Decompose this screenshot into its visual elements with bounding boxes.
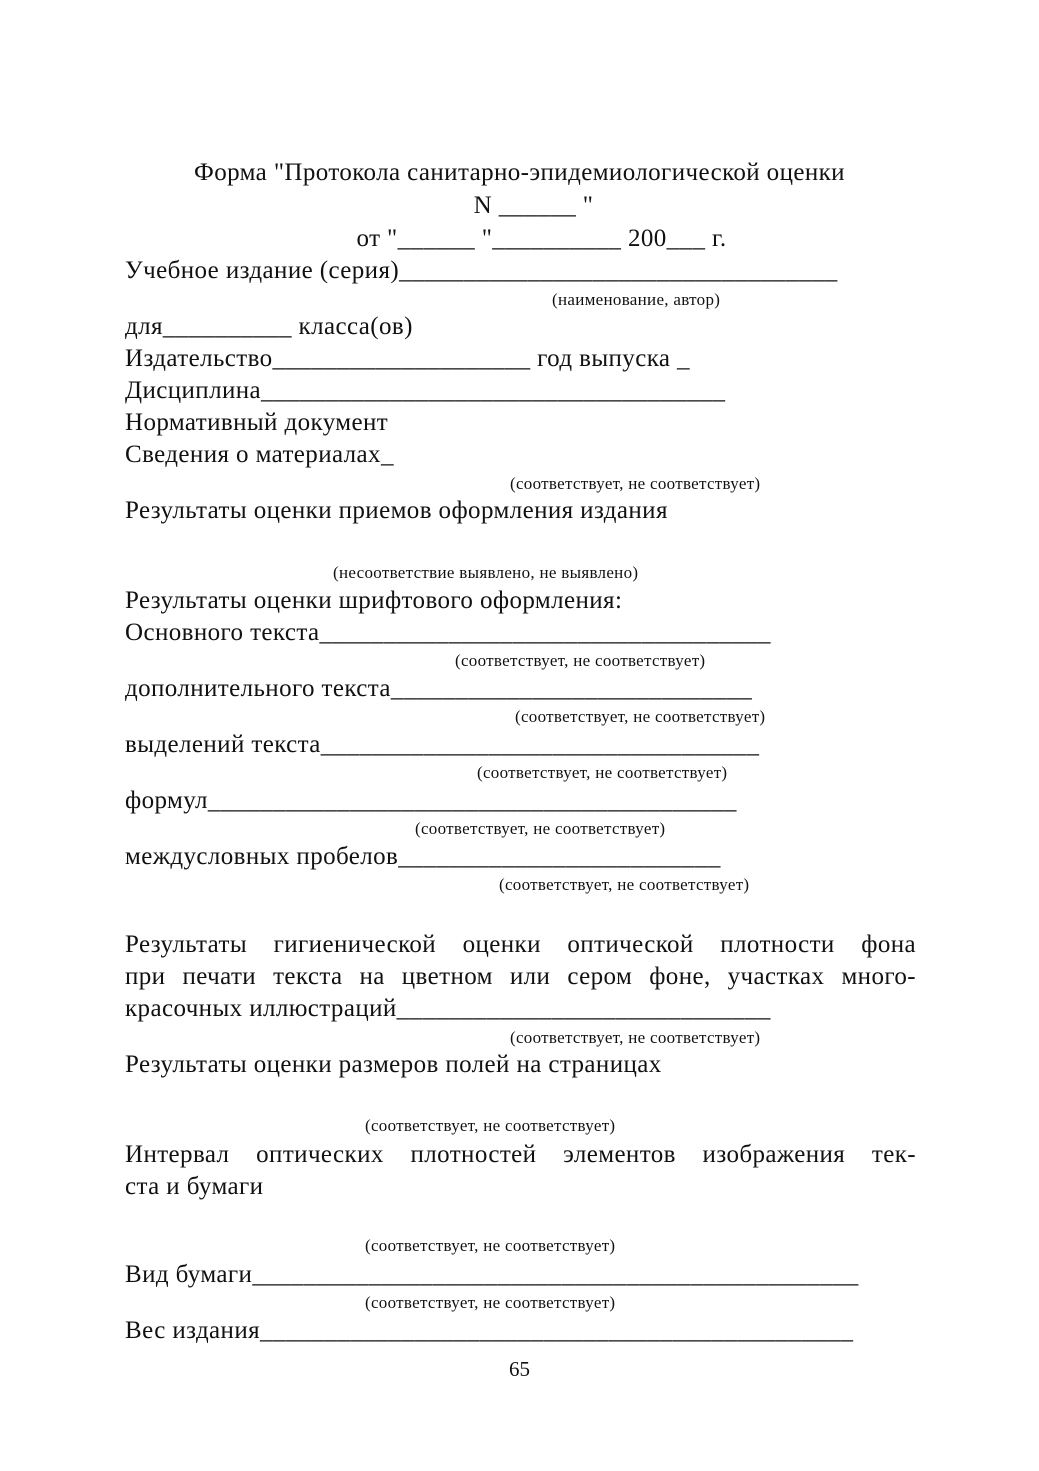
discipline-field: Дисциплина____________________________________	[125, 377, 726, 404]
formulas-field: формул_________________________________________	[125, 787, 737, 814]
hygiene-line-3: красочных иллюстраций_____________________________	[125, 995, 771, 1022]
publisher-field: Издательство____________________ год выпуска _	[125, 345, 690, 372]
design-note: (несоответствие выявлено, не выявлено)	[333, 563, 639, 582]
main-text-field: Основного текста___________________________________	[125, 619, 771, 646]
protocol-date: от "______ "__________ 200___ г.	[356, 225, 727, 252]
edition-note: (наименование, автор)	[552, 290, 721, 309]
formulas-note: (соответствует, не соответствует)	[415, 819, 666, 838]
word-spacing-note: (соответствует, не соответствует)	[499, 875, 750, 894]
margins-results: Результаты оценки размеров полей на страницах	[125, 1051, 662, 1078]
page-number: 65	[509, 1357, 530, 1381]
materials-note: (соответствует, не соответствует)	[510, 474, 761, 493]
extra-text-field: дополнительного текста____________________________	[125, 675, 753, 702]
design-results: Результаты оценки приемов оформления издания	[125, 497, 668, 524]
interval-line-1: Интервал оптических плотностей элементов изображения тек-	[125, 1141, 916, 1168]
highlights-field: выделений текста__________________________________	[125, 731, 760, 758]
hygiene-line-1: Результаты гигиенической оценки оптической плотности фона	[125, 931, 916, 958]
hygiene-line-2: при печати текста на цветном или сером фоне, участках много-	[125, 963, 916, 990]
hygiene-note: (соответствует, не соответствует)	[510, 1028, 761, 1047]
main-text-note: (соответствует, не соответствует)	[455, 651, 706, 670]
materials-field: Сведения о материалах_	[125, 441, 394, 468]
highlights-note: (соответствует, не соответствует)	[477, 763, 728, 782]
font-results: Результаты оценки шрифтового оформления:	[125, 587, 623, 614]
interval-line-2: ста и бумаги	[125, 1173, 264, 1200]
edition-field: Учебное издание (серия)__________________________________	[125, 257, 838, 284]
word-spacing-field: междусловных пробелов_________________________	[125, 843, 721, 870]
interval-note: (соответствует, не соответствует)	[365, 1236, 616, 1255]
protocol-number: N ______ "	[473, 192, 594, 219]
extra-text-note: (соответствует, не соответствует)	[515, 707, 766, 726]
form-title: Форма "Протокола санитарно-эпидемиологической оценки	[194, 159, 845, 186]
grade-field: для__________ класса(ов)	[125, 313, 413, 340]
paper-type-field: Вид бумаги_______________________________________________	[125, 1261, 859, 1288]
weight-field: Вес издания______________________________________________	[125, 1317, 854, 1344]
margins-note: (соответствует, не соответствует)	[365, 1116, 616, 1135]
paper-type-note: (соответствует, не соответствует)	[365, 1293, 616, 1312]
normative-document-field: Нормативный документ	[125, 409, 389, 436]
